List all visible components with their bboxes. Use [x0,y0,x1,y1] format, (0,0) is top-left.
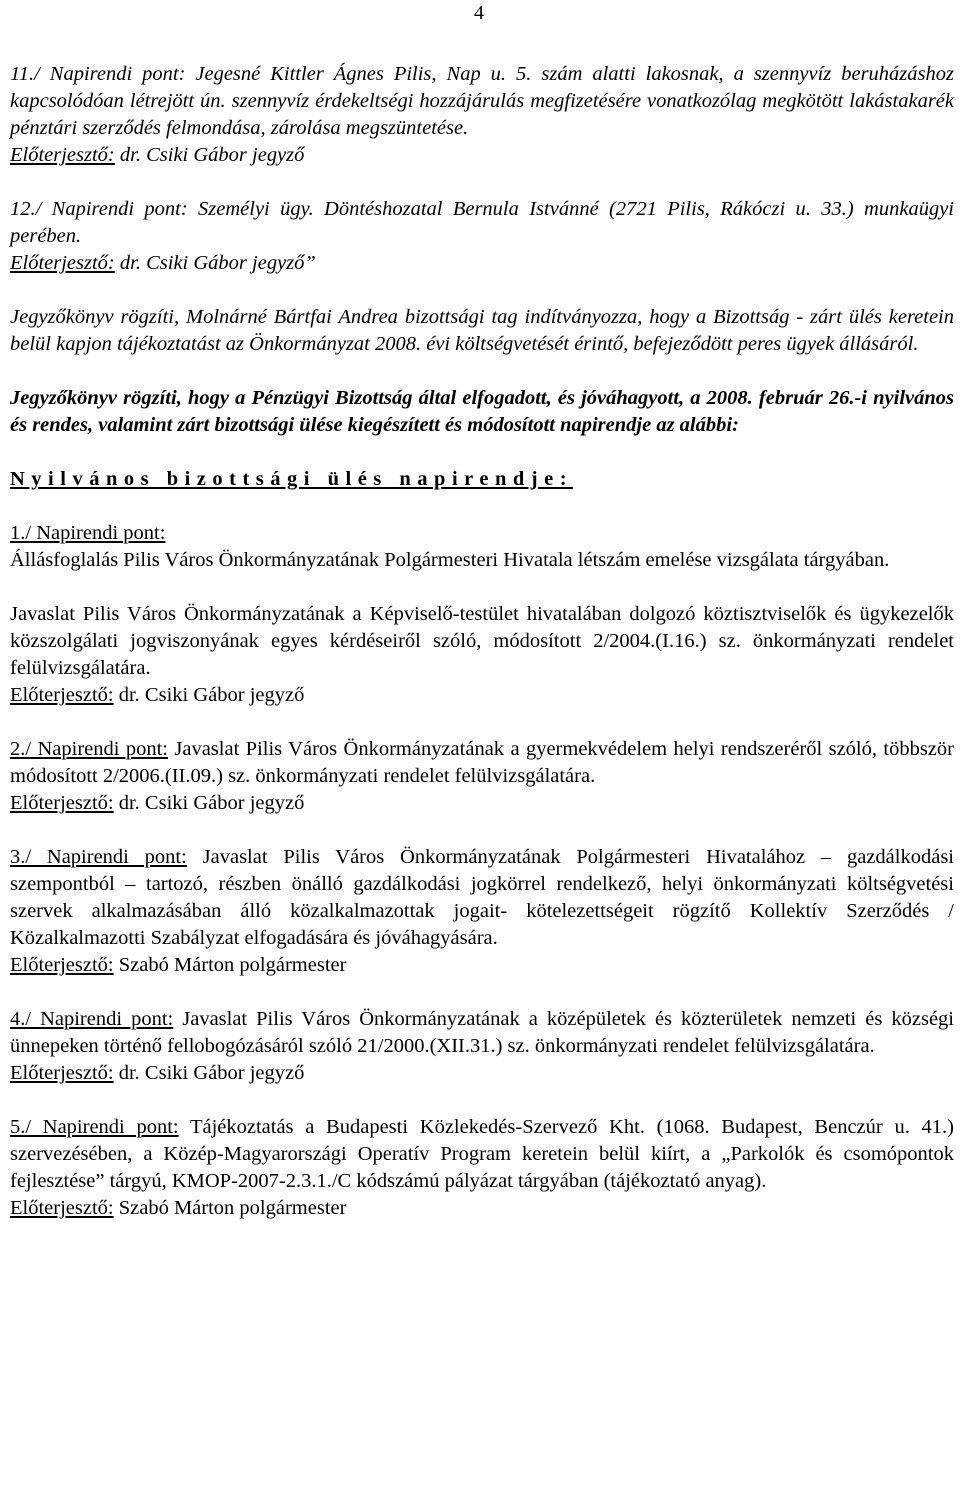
presenter-label: Előterjesztő: [10,144,115,166]
presenter-label: Előterjesztő: [10,684,114,706]
agenda-label: 5./ Napirendi pont: [10,1116,179,1138]
presenter-name: dr. Csiki Gábor jegyző [113,684,305,706]
presenter-line-a1 [10,682,954,709]
minutes-note-1: Jegyzőkönyv rögzíti, Molnárné Bártfai Andrea bizottsági tag indítványozza, hogy a Bizottság - zárt ülés keretein belül kapjon tájékoztatást az Önkormányzat 2008. évi költségvetését érintő, befejeződött peres ügyek állásáról. [10,306,954,355]
presenter-name: Szabó Márton polgármester [113,954,347,976]
presenter-label: Előterjesztő: [10,954,114,976]
agenda-label: 1./ Napirendi pont: [10,522,166,544]
document-body [10,61,954,1222]
presenter-label: Előterjesztő: [10,1197,114,1219]
agenda-1-body: Javaslat Pilis Város Önkormányzatának a Képviselő-testület hivatalában dolgozó köztisztviselők és ügykezelők közszolgálati jogviszonyának egyes kérdéseiről szóló, módosított 2/2004.(I.16.) sz. önkormányzati rendelet felülvizsgálatára. [10,603,954,679]
presenter-name: dr. Csiki Gábor jegyző” [114,252,316,274]
agenda-item-11: 11./ Napirendi pont: Jegesné Kittler Ágnes Pilis, Nap u. 5. szám alatti lakosnak, a szennyvíz beruházáshoz kapcsolódóan létrejött ún. szennyvíz érdekeltségi hozzájárulás megfizetésére vonatkozólag megkötött lakástakarék pénztári szerződés felmondása, zárolása megszüntetése. [10,63,954,139]
presenter-line-12 [10,250,954,277]
presenter-line-a5 [10,1195,954,1222]
public-session-heading: Nyilvános bizottsági ülés napirendje: [10,468,574,490]
presenter-name: dr. Csiki Gábor jegyző [113,1062,305,1084]
agenda-1-label-line [10,520,954,547]
presenter-line-a3 [10,952,954,979]
agenda-body: Javaslat Pilis Város Önkormányzatának a gyermekvédelem helyi rendszeréről szóló, többször módosított 2/2006.(II.09.) sz. önkormányzati rendelet felülvizsgálatára. [10,738,954,787]
agenda-body: Javaslat Pilis Város Önkormányzatának Polgármesteri Hivatalához – gazdálkodási szempontból – tartozó, részben önálló gazdálkodási jogkörrel rendelkező, helyi önkormányzati költségvetési szervek alkalmazásában álló közalkalmazottak jogait- kötelezettségeit rögzítő Kollektív Szerződés / Közalkalmazotti Szabályzat elfogadására és jóváhagyására. [10,846,955,949]
presenter-line-a2 [10,790,954,817]
presenter-label: Előterjesztő: [10,792,114,814]
presenter-line-a4 [10,1060,954,1087]
agenda-2 [10,736,954,790]
presenter-label: Előterjesztő: [10,1062,114,1084]
presenter-line-11 [10,142,954,169]
presenter-name: Szabó Márton polgármester [113,1197,347,1219]
agenda-label: 4./ Napirendi pont: [10,1008,174,1030]
presenter-name: dr. Csiki Gábor jegyző [114,144,305,166]
agenda-1-title: Állásfoglalás Pilis Város Önkormányzatának Polgármesteri Hivatala létszám emelése vizsgálata tárgyában. [10,549,890,571]
agenda-label: 2./ Napirendi pont: [10,738,168,760]
agenda-body: Tájékoztatás a Budapesti Közlekedés-Szervező Kht. (1068. Budapest, Benczúr u. 41.) szervezésében, a Közép-Magyarországi Operatív Program keretein belül kiírt, a „Parkolók és csomópontok fejlesztése” tárgyú, KMOP-2007-2.3.1./C kódszámú pályázat tárgyában (tájékoztató anyag). [10,1116,954,1192]
agenda-body: Javaslat Pilis Város Önkormányzatának a középületek és közterületek nemzeti és községi ünnepeken történő fellobogózásáról szóló 21/2000.(XII.31.) sz. önkormányzati rendelet felülvizsgálatára. [10,1008,954,1057]
agenda-label: 3./ Napirendi pont: [10,846,187,868]
presenter-name: dr. Csiki Gábor jegyző [113,792,305,814]
presenter-label: Előterjesztő: [10,252,115,274]
agenda-4 [10,1006,954,1060]
page-number: 4 [474,2,484,24]
minutes-note-2: Jegyzőkönyv rögzíti, hogy a Pénzügyi Bizottság által elfogadott, és jóváhagyott, a 2008. február 26.-i nyilvános és rendes, valamint zárt bizottsági ülése kiegészített és módosított napirendje az alábbi: [10,387,954,436]
agenda-3 [10,844,954,952]
agenda-item-12: 12./ Napirendi pont: Személyi ügy. Döntéshozatal Bernula Istvánné (2721 Pilis, Rákóczi u. 33.) munkaügyi perében. [10,198,954,247]
agenda-5 [10,1114,954,1195]
